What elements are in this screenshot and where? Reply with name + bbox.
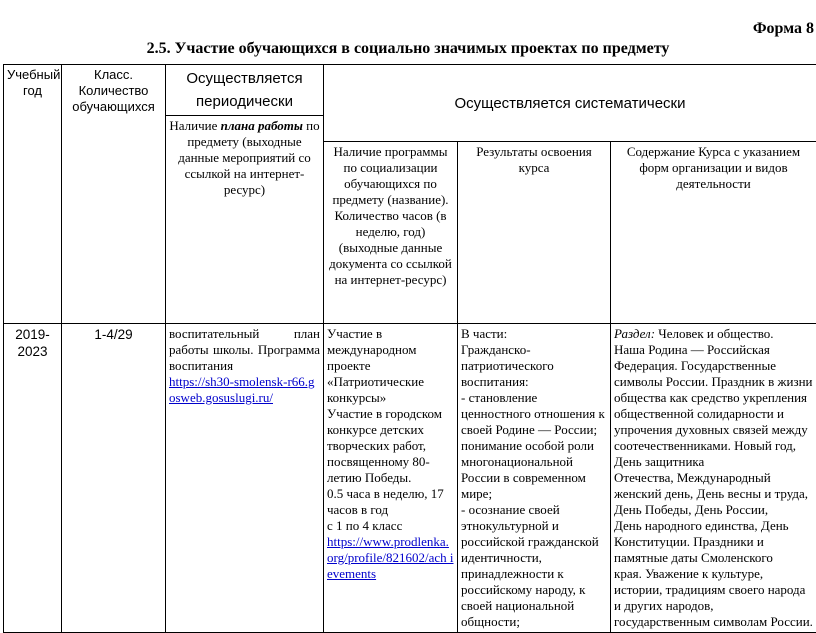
plan-suffix: по предмету (выходные данные мероприятий со ссылкой на интернет-ресурс)	[178, 118, 319, 197]
plan-link[interactable]: https://sh30-smolensk-r66.gosweb.gosuslugi.ru/	[169, 374, 315, 405]
form-number: Форма 8	[753, 20, 814, 38]
plan-description: воспитательный план работы школы. Программа воспитания	[169, 326, 320, 374]
row-results: В части: Гражданско-патриотического воспитания: - становление ценностного отношения к своей Родине — России; понимание особой роли многонациональной России в современном мире; - осознание своей этнокультурной и российской гражданской идентичности, принадлежности к российскому народу, к своей национальной общности;	[458, 324, 611, 633]
program-link[interactable]: https://www.prodlenka.org/profile/821602/ach ievements	[327, 534, 453, 581]
row-class: 1-4/29	[62, 324, 166, 633]
row-program	[324, 324, 458, 633]
header-year: Учебный год	[4, 65, 62, 324]
header-systematic: Осуществляется систематически	[324, 65, 816, 142]
row-year: 2019-2023	[4, 324, 62, 633]
document-title: 2.5. Участие обучающихся в социально значимых проектах по предмету	[0, 40, 816, 58]
content-text: Человек и общество. Наша Родина — Российская Федерация. Государственные символы России. Праздник в жизни общества как средство укрепления общественной солидарности и упрочения духовных связей между соотечественниками. Новый год, День защитника Отечества, Международный женский день, День весны и труда, День Победы, День России, День народного единства, День Конституции. Праздники и памятные даты Смоленского края. Уважение к культуре, истории, традициям своего народа и других народов, государственным символам России.	[614, 326, 813, 629]
header-program: Наличие программы по социализации обучающихся по предмету (название). Количество часов (в неделю, год) (выходные данные документа со ссылкой на интернет-ресурс)	[324, 142, 458, 324]
header-periodic: Осуществляется периодически	[166, 65, 324, 116]
header-results: Результаты освоения курса	[458, 142, 611, 324]
plan-prefix: Наличие	[169, 118, 220, 133]
projects-table	[3, 64, 816, 633]
plan-emphasis: плана работы	[221, 118, 303, 133]
row-plan	[166, 324, 324, 633]
row-content	[611, 324, 816, 633]
program-description: Участие в международном проекте «Патриотические конкурсы» Участие в городском конкурсе детских творческих работ, посвященному 80-летию Победы. 0.5 часа в неделю, 17 часов в год с 1 по 4 класс	[327, 326, 454, 534]
content-section-label: Раздел:	[614, 326, 655, 341]
header-class-count: Класс. Количество обучающихся	[62, 65, 166, 324]
header-plan	[166, 116, 324, 324]
header-content: Содержание Курса с указанием форм организации и видов деятельности	[611, 142, 816, 324]
